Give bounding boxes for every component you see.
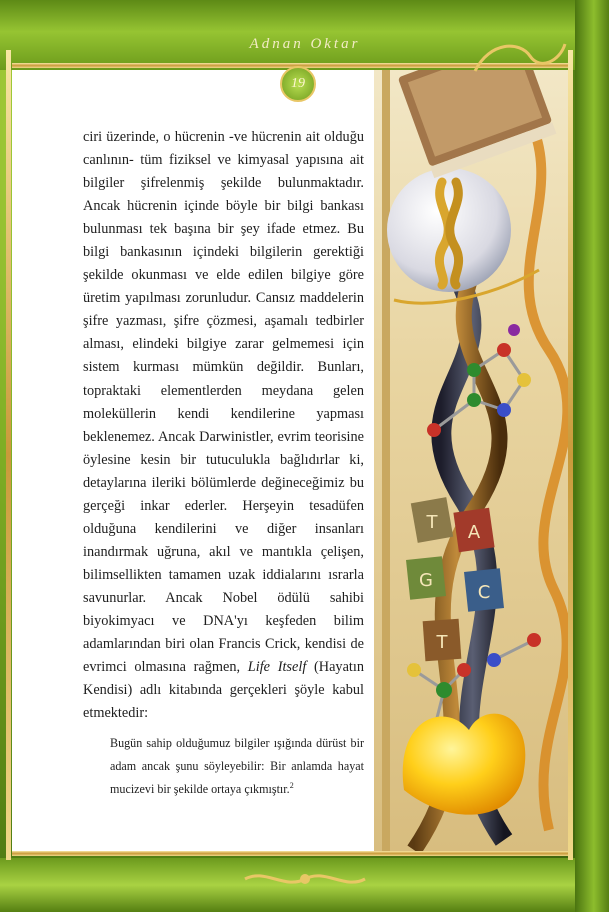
right-gold-border	[568, 50, 573, 860]
atom	[497, 343, 511, 357]
quote-text: Bugün sahip olduğumuz bilgiler ışığında dürüst bir adam ancak şunu söyleyebilir: Bir anlamda hayat mucizevi bir şekilde ortaya çıkmıştır.	[110, 736, 364, 797]
running-header-author: Adnan Oktar	[249, 36, 361, 52]
block-quote	[110, 732, 364, 802]
atom	[508, 324, 520, 336]
body-text	[83, 126, 364, 725]
orange-ladder-strand	[524, 110, 567, 830]
quote-paragraph	[110, 732, 364, 802]
base-letter-t-lower: T	[436, 632, 448, 653]
atom	[517, 373, 531, 387]
bottom-gold-border	[12, 851, 572, 856]
footnote-marker: 2	[289, 781, 294, 791]
atom	[436, 682, 452, 698]
yellow-protein-blob	[403, 714, 526, 815]
top-right-swirl-icon	[470, 36, 570, 76]
dna-illustration-graphic	[374, 70, 568, 851]
dna-illustration	[374, 70, 568, 851]
right-decorative-band	[575, 0, 609, 912]
atom	[467, 363, 481, 377]
book-icon	[398, 70, 557, 178]
base-letter-t: T	[426, 512, 438, 533]
atom	[427, 423, 441, 437]
bottom-ornament-icon	[240, 868, 370, 890]
left-gold-border	[6, 50, 11, 860]
left-pillar	[382, 70, 390, 851]
atom	[497, 403, 511, 417]
atom	[407, 663, 421, 677]
atom	[467, 393, 481, 407]
atom	[527, 633, 541, 647]
body-text-main: ciri üzerinde, o hücrenin -ve hücrenin ait olduğu canlının- tüm fiziksel ve kimyasal yapısına ait bilgiler şifrelenmiş şekilde bulunmaktadır. Ancak hücrenin içinde böyle bir bilgi bankası bulunması tek başına bir şey ifade etmez. Bu bilgi bankasının içindeki bilgilerin gerektiği şekilde okunması ve elde edilen bilgiye göre üretim yapılması zorunludur. Cansız maddelerin şifre yazması, şifre çözmesi, aşamalı tedbirler alması, elindeki bilgiye zarar gelmemesi için sistem kurması mümkün değildir. Bunları, topraktaki elementlerden meydana gelen moleküllerin kendi kendilerine yapması beklenemez. Ancak Darwinistler, evrim teorisine öylesine kesin bir tutuculukla bağlıdırlar ki, detaylarına ileriki bölümlerde değineceğimiz bu gerçeği inkar ederler. Herşeyin tesadüfen olduğuna kendilerini ve diğer insanları inandırmak uğruna, akıl ve mantıkla çelişen, bilimsellikten tamamen uzak iddialarını ısrarla savunurlar. Ancak Nobel ödülü sahibi biyokimyacı ve DNA'yı keşfeden bilim adamlarından biri olan Francis Crick, kendisi de evrimci olmasına rağmen,	[83, 129, 364, 676]
atom	[487, 653, 501, 667]
base-letter-c: C	[477, 582, 491, 603]
body-text-end: (Hayatın Kendisi) adlı kitabında gerçekleri şöyle kabul etmektedir:	[83, 659, 365, 722]
base-letter-a: A	[467, 522, 481, 543]
base-letter-g: G	[419, 570, 433, 591]
body-paragraph	[83, 126, 364, 725]
atom	[457, 663, 471, 677]
page-number-badge: 19	[280, 66, 316, 102]
book-title-italic: Life Itself	[247, 659, 307, 676]
